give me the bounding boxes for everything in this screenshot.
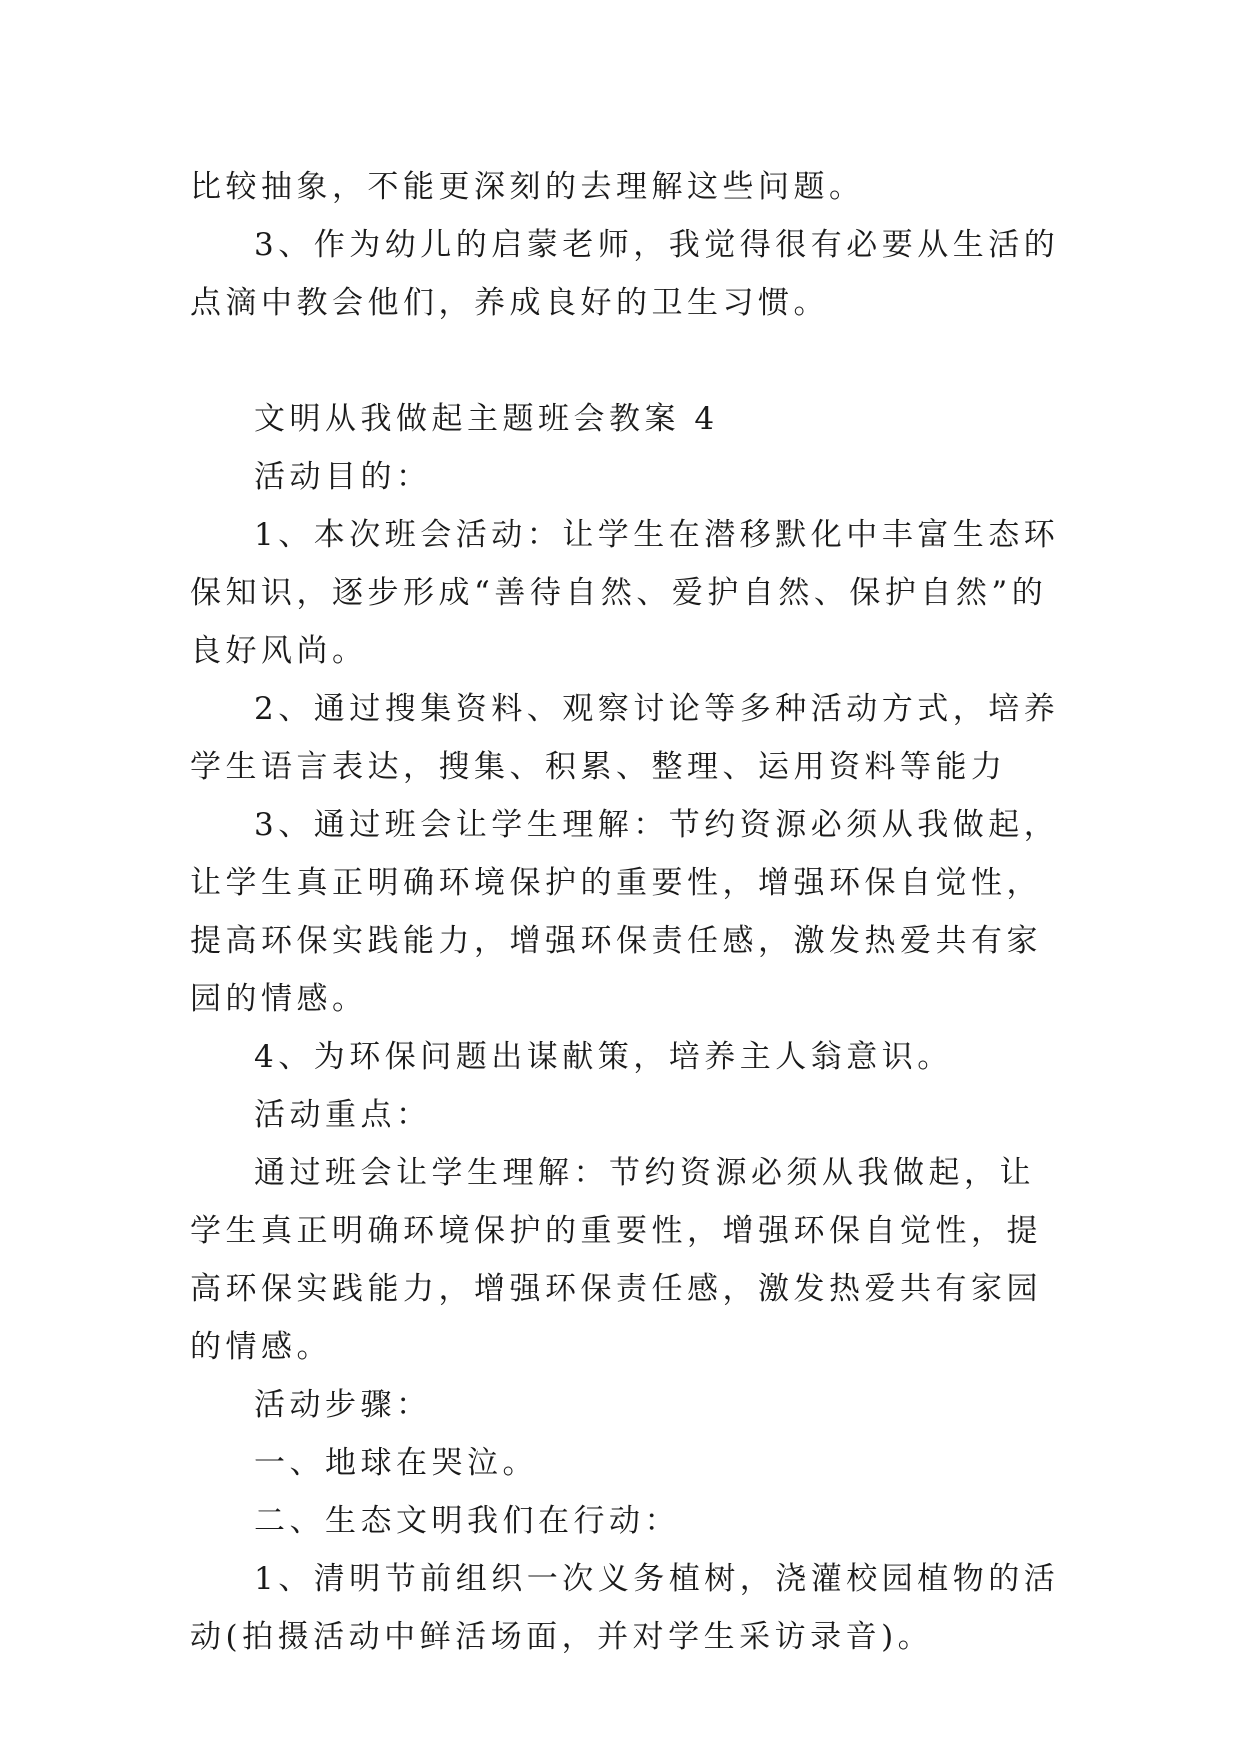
subheading-activity-goals: 活动目的： <box>254 459 432 495</box>
goal-item-4: 4、为环保问题出谋献策，培养主人翁意识。 <box>254 1039 953 1075</box>
subheading-activity-focus: 活动重点： <box>254 1097 432 1133</box>
section-heading: 文明从我做起主题班会教案 4 <box>254 401 719 437</box>
step-one: 一、地球在哭泣。 <box>254 1445 538 1481</box>
goal-item-2: 2、通过搜集资料、观察讨论等多种活动方式，培养学生语言表达，搜集、积累、整理、运用资料等能力 <box>190 691 1060 785</box>
step-two: 二、生态文明我们在行动： <box>254 1503 680 1539</box>
document-body <box>190 158 1070 1666</box>
paragraph-continuation: 比较抽象，不能更深刻的去理解这些问题。 <box>190 169 865 205</box>
goal-item-3: 3、通过班会让学生理解：节约资源必须从我做起，让学生真正明确环境保护的重要性，增强环保自觉性，提高环保实践能力，增强环保责任感，激发热爱共有家园的情感。 <box>190 807 1060 1017</box>
step-two-item-1: 1、清明节前组织一次义务植树，浇灌校园植物的活动(拍摄活动中鲜活场面，并对学生采访录音)。 <box>190 1561 1060 1655</box>
paragraph-item-3: 3、作为幼儿的启蒙老师，我觉得很有必要从生活的点滴中教会他们，养成良好的卫生习惯。 <box>190 227 1060 321</box>
paragraph-gap <box>190 332 1070 390</box>
focus-paragraph: 通过班会让学生理解：节约资源必须从我做起，让学生真正明确环境保护的重要性，增强环保自觉性，提高环保实践能力，增强环保责任感，激发热爱共有家园的情感。 <box>190 1155 1042 1365</box>
goal-item-1: 1、本次班会活动：让学生在潜移默化中丰富生态环保知识，逐步形成“善待自然、爱护自然、保护自然”的良好风尚。 <box>190 517 1060 669</box>
subheading-activity-steps: 活动步骤： <box>254 1387 432 1423</box>
